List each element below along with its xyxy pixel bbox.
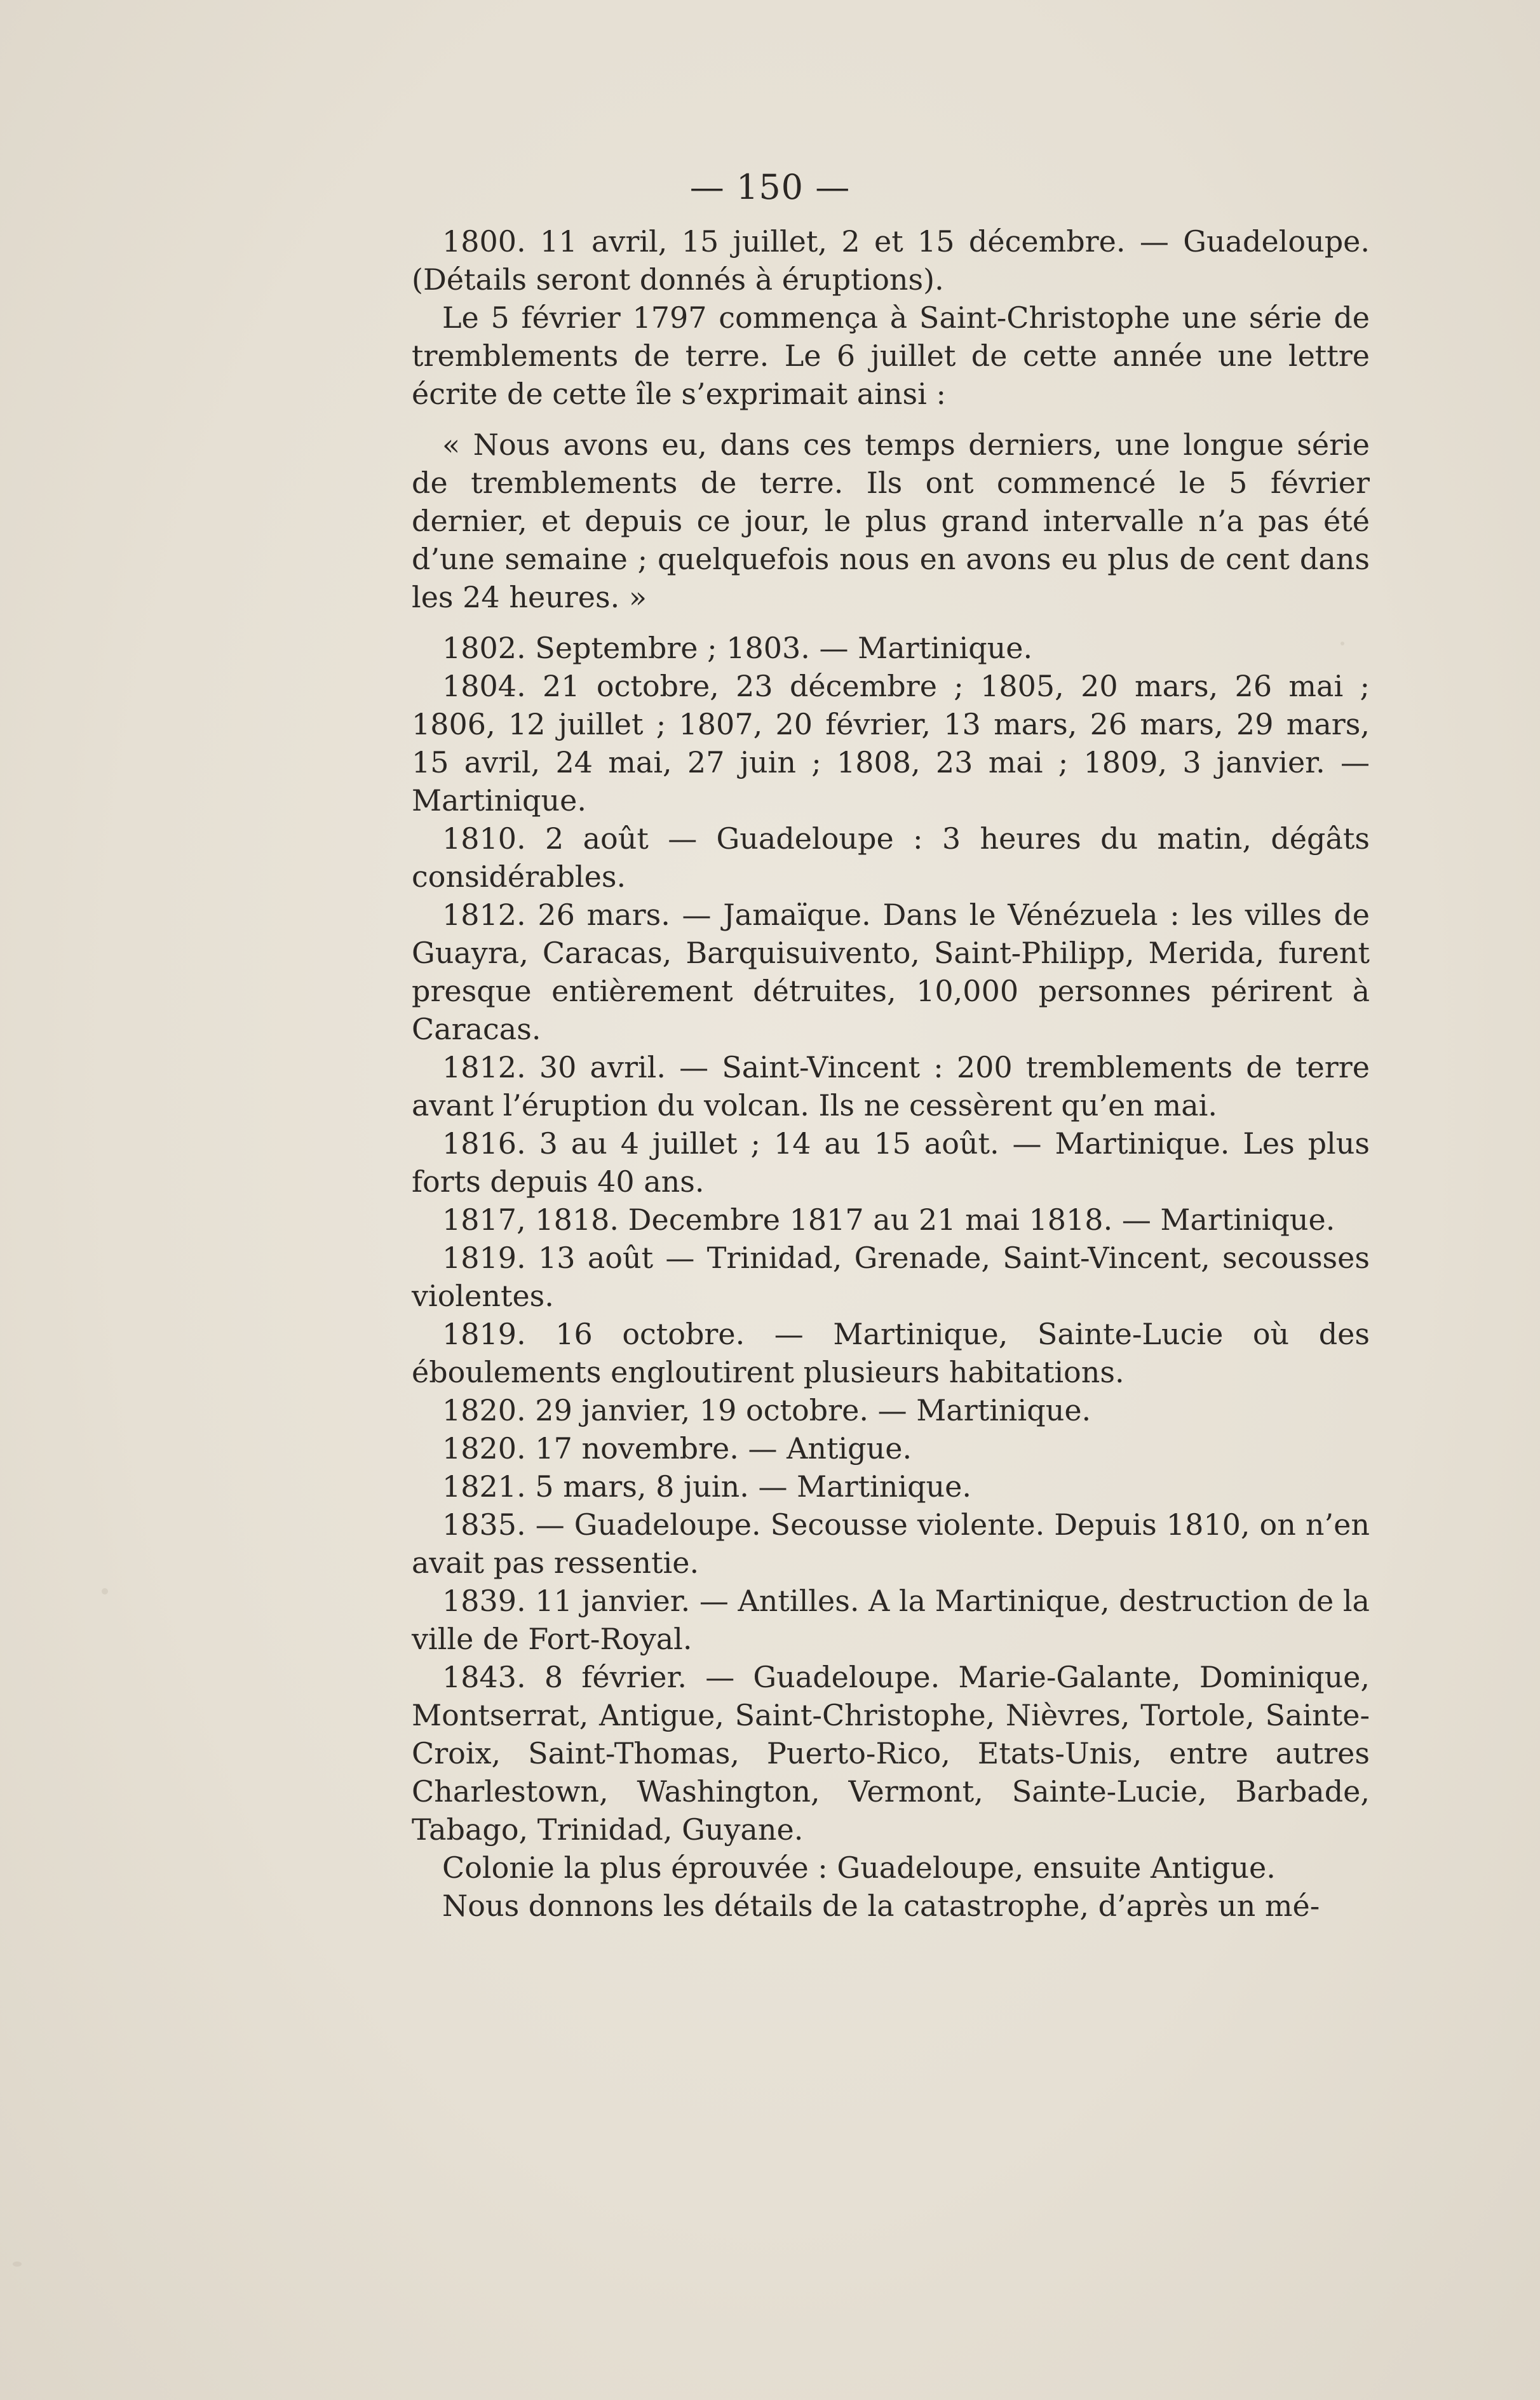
- paper-stain: [102, 1588, 108, 1594]
- paragraph-1820-novembre: 1820. 17 novembre. — Antigue.: [442, 1431, 912, 1466]
- paragraph-1797: Le 5 février 1797 commença à Saint-Christophe une série de tremblements de terre. Le 6 juillet de cette année une lettre écrite de cette île s’exprimait ainsi :: [412, 300, 1370, 411]
- paragraph-colonie: Colonie la plus éprouvée : Guadeloupe, ensuite Antigue.: [442, 1851, 1276, 1885]
- letter-quote: « Nous avons eu, dans ces temps derniers, une longue série de tremblements de terre. Ils ont commencé le 5 février dernier, et depuis ce jour, le plus grand intervalle n’a pas été d’une semaine ; quelquefois nous en avons eu plus de cent dans les 24 heures. »: [412, 428, 1370, 614]
- page-number: — 150 —: [689, 167, 851, 207]
- paragraph-1812-avril: 1812. 30 avril. — Saint-Vincent : 200 tremblements de terre avant l’éruption du volcan. Ils ne cessèrent qu’en mai.: [412, 1050, 1370, 1122]
- paragraph-details: Nous donnons les détails de la catastrophe, d’après un mé-: [442, 1889, 1320, 1923]
- paragraph-1819-octobre: 1819. 16 octobre. — Martinique, Sainte-Lucie où des éboulements engloutirent plusieurs habitations.: [412, 1317, 1370, 1389]
- paragraph-1802: 1802. Septembre ; 1803. — Martinique.: [442, 631, 1033, 665]
- body-text: [412, 222, 1370, 1925]
- paragraph-1804: 1804. 21 octobre, 23 décembre ; 1805, 20 mars, 26 mai ; 1806, 12 juillet ; 1807, 20 février, 13 mars, 26 mars, 29 mars, 15 avril, 24 mai, 27 juin ; 1808, 23 mai ; 1809, 3 janvier. — Martinique.: [412, 669, 1370, 818]
- paragraph-1835: 1835. — Guadeloupe. Secousse violente. Depuis 1810, on n’en avait pas ressentie.: [412, 1507, 1370, 1580]
- paragraph-1816: 1816. 3 au 4 juillet ; 14 au 15 août. — Martinique. Les plus forts depuis 40 ans.: [412, 1126, 1370, 1199]
- paragraph-1843: 1843. 8 février. — Guadeloupe. Marie-Galante, Dominique, Montserrat, Antigue, Saint-Christophe, Nièvres, Tortole, Sainte-Croix, Saint-Thomas, Puerto-Rico, Etats-Unis, entre autres Charlestown, Washington, Vermont, Sainte-Lucie, Barbade, Tabago, Trinidad, Guyane.: [412, 1660, 1370, 1847]
- paragraph-1817: 1817, 1818. Decembre 1817 au 21 mai 1818. — Martinique.: [442, 1203, 1335, 1237]
- paper-stain: [13, 2262, 22, 2267]
- paragraph-1839: 1839. 11 janvier. — Antilles. A la Martinique, destruction de la ville de Fort-Royal.: [412, 1584, 1370, 1656]
- paragraph-1812-mars: 1812. 26 mars. — Jamaïque. Dans le Vénézuela : les villes de Guayra, Caracas, Barquisuivento, Saint-Philipp, Merida, furent presque entièrement détruites, 10,000 personnes périrent à Caracas.: [412, 898, 1370, 1046]
- paragraph-1810: 1810. 2 août — Guadeloupe : 3 heures du matin, dégâts considérables.: [412, 821, 1370, 894]
- paragraph-1821: 1821. 5 mars, 8 juin. — Martinique.: [442, 1469, 972, 1504]
- paragraph-1800: 1800. 11 avril, 15 juillet, 2 et 15 décembre. — Guadeloupe. (Détails seront donnés à éruptions).: [412, 224, 1370, 297]
- paragraph-1820-janvier: 1820. 29 janvier, 19 octobre. — Martinique.: [442, 1393, 1091, 1427]
- paragraph-1819-aout: 1819. 13 août — Trinidad, Grenade, Saint-Vincent, secousses violentes.: [412, 1241, 1370, 1313]
